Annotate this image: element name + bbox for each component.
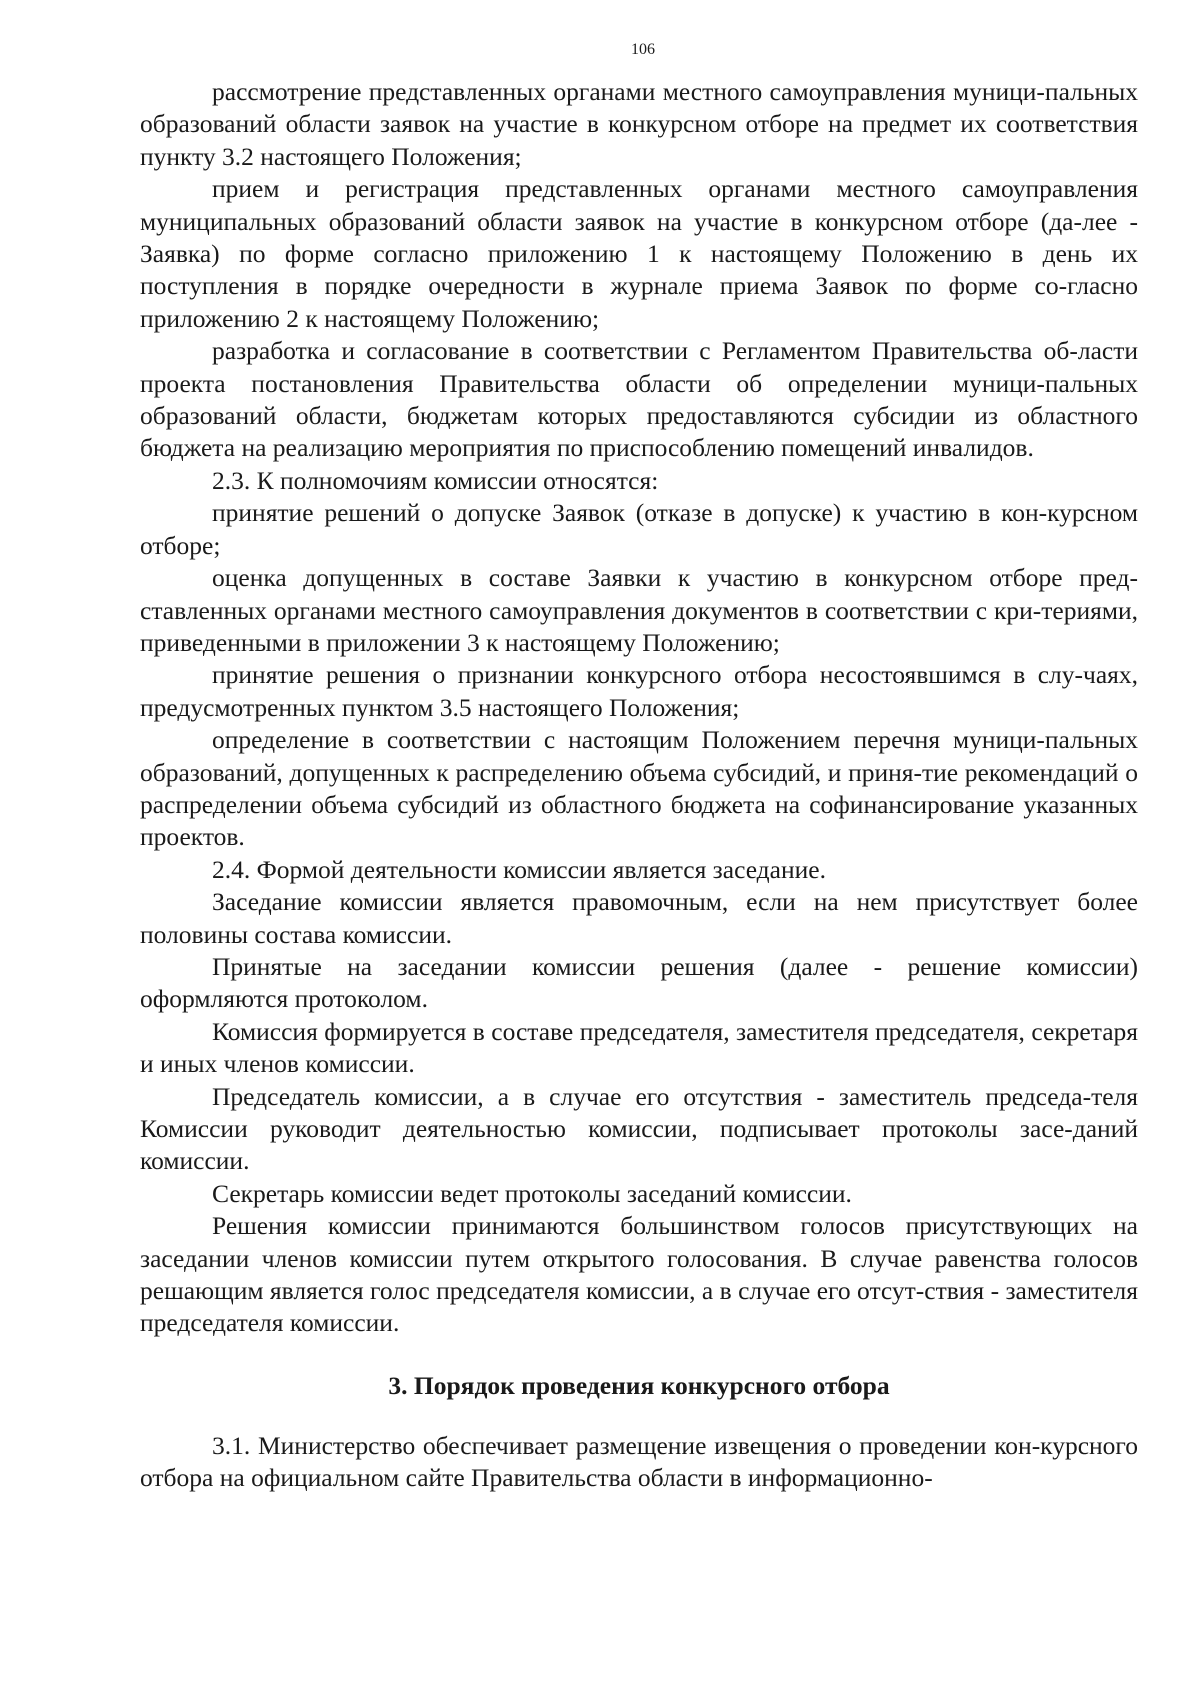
paragraph: Заседание комиссии является правомочным, если на нем присутствует более половины состава комиссии. [140, 887, 1138, 949]
paragraph: Секретарь комиссии ведет протоколы заседаний комиссии. [212, 1178, 852, 1208]
body-text-before [140, 76, 1138, 1340]
paragraph: Решения комиссии принимаются большинством голосов присутствующих на заседании членов комиссии путем открытого голосования. В случае равенства голосов решающим является голос председателя комиссии, а в случае его отсут-ствия - заместителя председателя комиссии. [140, 1211, 1138, 1338]
page-number: 106 [631, 41, 655, 58]
paragraph: рассмотрение представленных органами местного самоуправления муници-пальных образований области заявок на участие в конкурсном отборе на предмет их соответствия пункту 3.2 настоящего Положения; [140, 77, 1138, 171]
paragraph: принятие решения о признании конкурсного отбора несостоявшимся в слу-чаях, предусмотренных пунктом 3.5 настоящего Положения; [140, 660, 1138, 722]
paragraph: Принятые на заседании комиссии решения (далее - решение комиссии) оформляются протоколом. [140, 951, 1138, 1014]
body-text-after [140, 1430, 1138, 1495]
paragraph: принятие решений о допуске Заявок (отказе в допуске) к участию в кон-курсном отборе; [140, 498, 1138, 560]
paragraph: Председатель комиссии, а в случае его отсутствия - заместитель председа-теля Комиссии руководит деятельностью комиссии, подписывает протоколы засе-даний комиссии. [140, 1081, 1138, 1176]
paragraph: оценка допущенных в составе Заявки к участию в конкурсном отборе пред-ставленных органами местного самоуправления документов в соответствии с кри-териями, приведенными в приложении 3 к настоящему Положению; [140, 563, 1138, 657]
document-page [140, 40, 1138, 1495]
paragraph: 2.3. К полномочиям комиссии относятся: [212, 465, 659, 495]
paragraph: 3.1. Министерство обеспечивает размещение извещения о проведении кон-курсного отбора на официальном сайте Правительства области в информационно- [140, 1430, 1138, 1493]
paragraph: прием и регистрация представленных органами местного самоуправления муниципальных образований области заявок на участие в конкурсном отборе (да-лее - Заявка) по форме согласно приложению 1 к настоящему Положению в день их поступления в порядке очередности в журнале приема Заявок по форме со-гласно приложению 2 к настоящему Положению; [140, 174, 1138, 333]
section-heading: 3. Порядок проведения конкурсного отбора [388, 1370, 890, 1400]
paragraph: Комиссия формируется в составе председателя, заместителя председателя, секретаря и иных членов комиссии. [140, 1016, 1138, 1079]
paragraph: 2.4. Формой деятельности комиссии является заседание. [212, 854, 826, 884]
paragraph: разработка и согласование в соответствии с Регламентом Правительства об-ласти проекта постановления Правительства области об определении муници-пальных образований области, бюджетам которых предоставляются субсидии из областного бюджета на реализацию мероприятия по приспособлению помещений инвалидов. [140, 336, 1138, 463]
paragraph: определение в соответствии с настоящим Положением перечня муници-пальных образований, допущенных к распределению объема субсидий, и приня-тие рекомендаций о распределении объема субсидий из областного бюджета на софинансирование указанных проектов. [140, 725, 1138, 852]
